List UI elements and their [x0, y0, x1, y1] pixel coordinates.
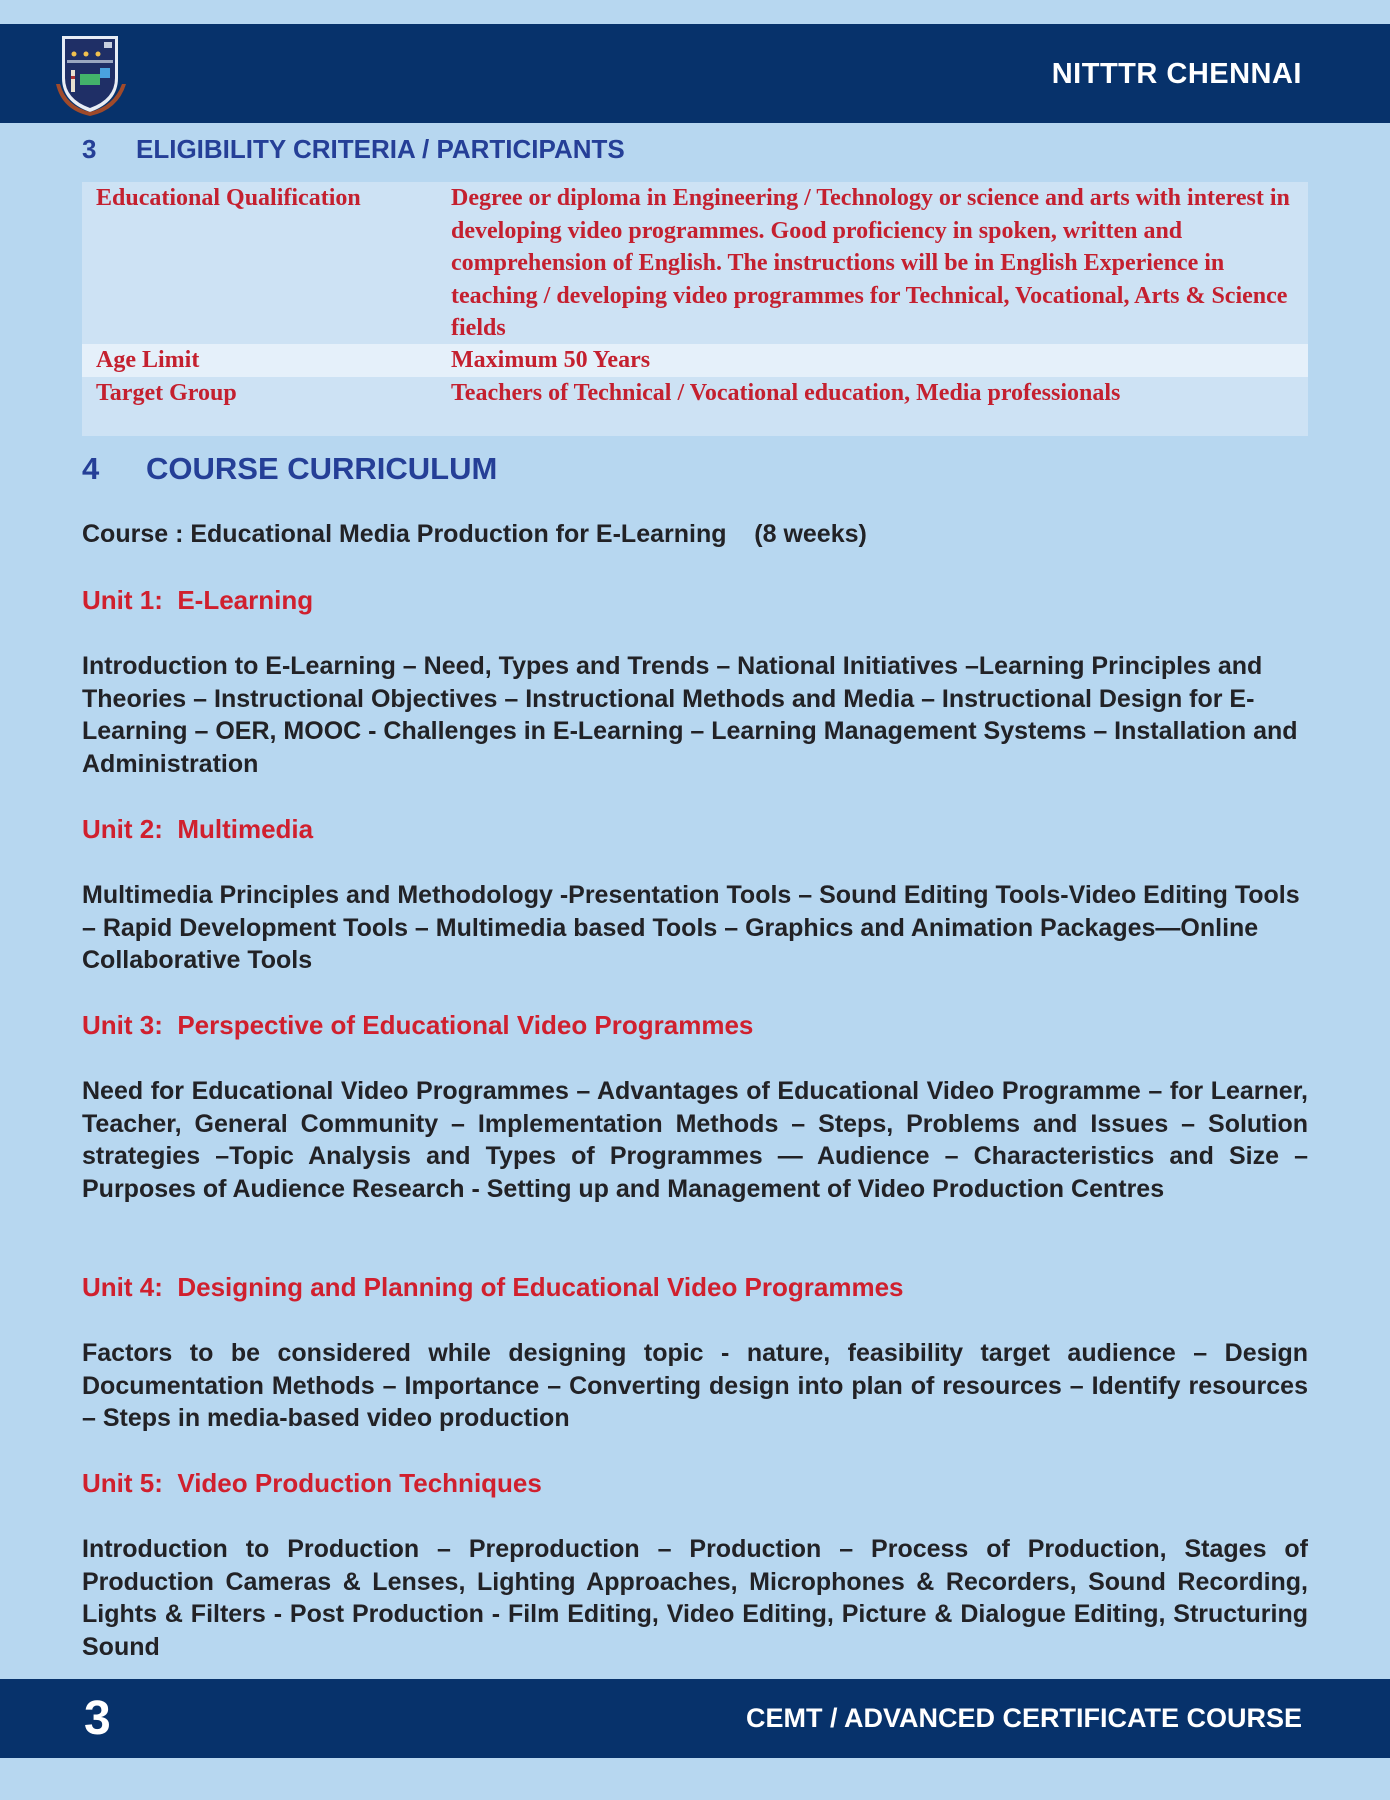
section-number: 3: [82, 134, 97, 164]
footer-title: CEMT / ADVANCED CERTIFICATE COURSE: [745, 1703, 1302, 1733]
course-title: Course : Educational Media Production for E-Learning (8 weeks): [82, 520, 867, 548]
row-label: Educational Qualification: [96, 185, 361, 211]
page-number: 3: [84, 1692, 111, 1745]
section-4-heading: [82, 451, 497, 487]
unit-5-title: Unit 5: Video Production Techniques: [82, 1468, 542, 1498]
table-row: [82, 377, 1308, 436]
footer-bar: [0, 1679, 1390, 1758]
section-title: COURSE CURRICULUM: [146, 451, 498, 486]
row-value: Degree or diploma in Engineering / Technology or science and arts with interest in developing video programmes. Good proficiency in spoken, written and comprehension of English. The instructions will be in English Experience in teaching / developing video programmes for Technical, Vocational, Arts & Science fields: [451, 185, 1290, 341]
section-title: ELIGIBILITY CRITERIA / PARTICIPANTS: [136, 134, 625, 164]
unit-1-body: Introduction to E-Learning – Need, Types and Trends – National Initiatives –Learning Principles and Theories – Instructional Objectives – Instructional Methods and Media – Instructional Design for E-Learning – OER, MOOC - Challenges in E-Learning – Learning Management Systems – Installation and Administration: [82, 652, 1298, 779]
row-label: Age Limit: [96, 347, 200, 373]
unit-3-body: Need for Educational Video Programmes – Advantages of Educational Video Programme – for Learner, Teacher, General Community – Implementation Methods – Steps, Problems and Issues – Solution strategies –Topic Analysis and Types of Programmes — Audience – Characteristics and Size – Purposes of Audience Research - Setting up and Management of Video Production Centres: [82, 1077, 1308, 1204]
header-bar: [0, 24, 1390, 123]
unit-1-title: Unit 1: E-Learning: [82, 585, 314, 615]
row-value: Maximum 50 Years: [451, 347, 651, 373]
row-label: Target Group: [96, 380, 237, 406]
unit-3-title: Unit 3: Perspective of Educational Video Programmes: [82, 1010, 754, 1040]
eligibility-table: [82, 182, 1308, 436]
table-row: [82, 182, 1308, 344]
institute-name: NITTTR CHENNAI: [1051, 58, 1302, 90]
unit-4-body: Factors to be considered while designing topic - nature, feasibility target audience – Design Documentation Methods – Importance – Converting design into plan of resources – Identify resources – Steps in media-based video production: [82, 1339, 1308, 1433]
row-value: Teachers of Technical / Vocational education, Media professionals: [451, 380, 1121, 406]
unit-2-title: Unit 2: Multimedia: [82, 814, 314, 844]
section-number: 4: [82, 451, 100, 486]
unit-2-body: Multimedia Principles and Methodology -Presentation Tools – Sound Editing Tools-Video Editing Tools – Rapid Development Tools – Multimedia based Tools – Graphics and Animation Packages—Online Collaborative Tools: [82, 881, 1300, 975]
section-3-heading: [82, 134, 625, 165]
unit-5-body: Introduction to Production – Preproduction – Production – Process of Production, Stages of Production Cameras & Lenses, Lighting Approaches, Microphones & Recorders, Sound Recording, Lights & Filters - Post Production - Film Editing, Video Editing, Picture & Dialogue Editing, Structuring Sound: [82, 1535, 1308, 1662]
unit-4-title: Unit 4: Designing and Planning of Educational Video Programmes: [82, 1272, 904, 1302]
institute-crest-icon: [54, 32, 134, 116]
table-row: [82, 344, 1308, 377]
